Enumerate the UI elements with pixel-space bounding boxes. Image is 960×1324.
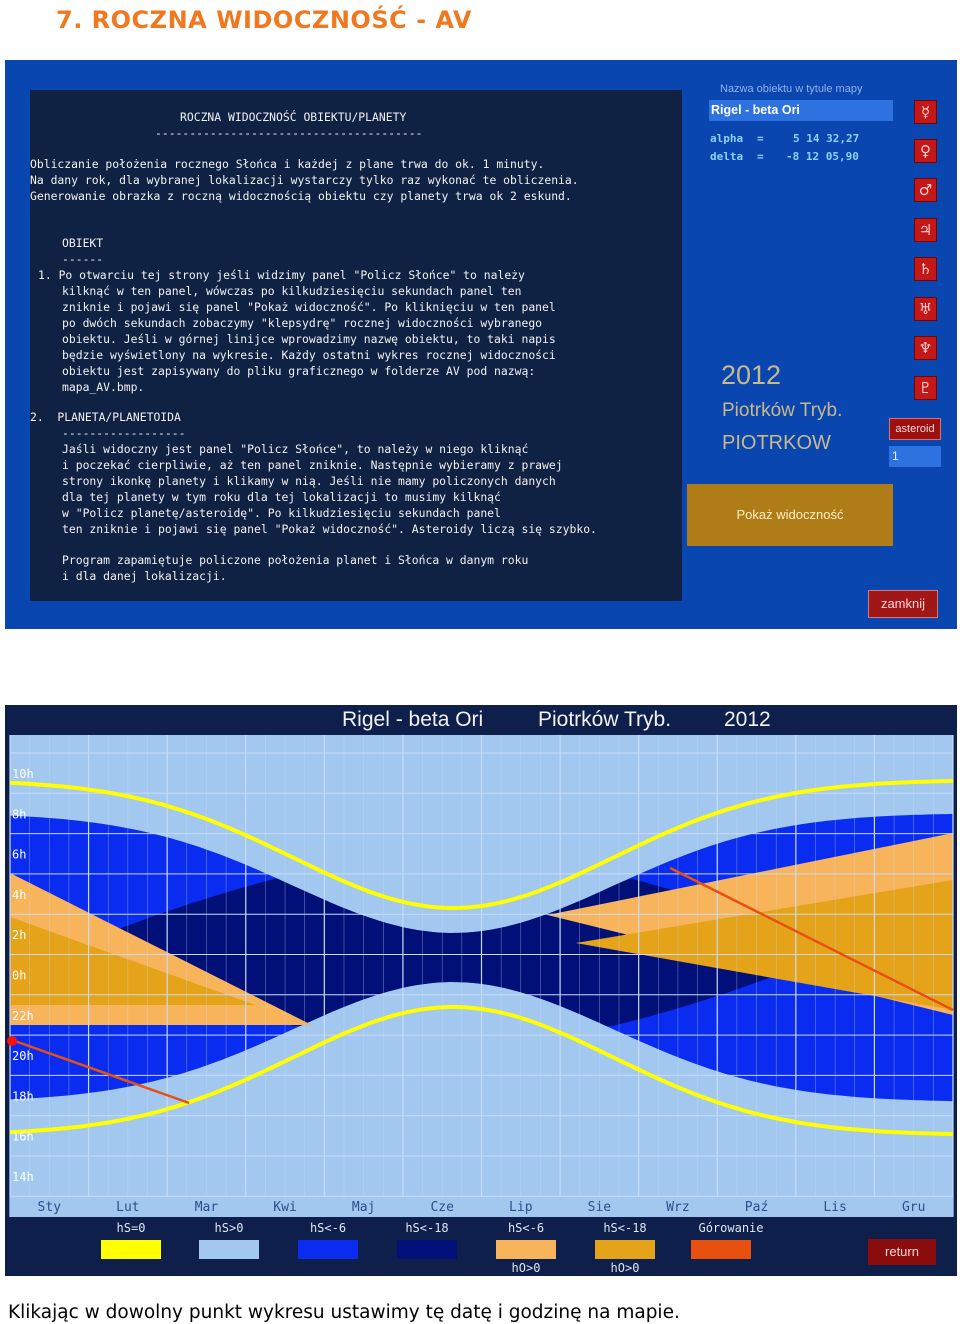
saturn-icon: ♄ <box>918 260 933 278</box>
month-tick-label: Kwi <box>273 1200 297 1215</box>
hour-tick-label: 18h <box>12 1089 34 1104</box>
uranus-icon: ♅ <box>918 300 933 318</box>
legend-sublabel: hO>0 <box>610 1261 640 1275</box>
legend-swatch <box>298 1240 358 1259</box>
visibility-app-window <box>5 60 957 629</box>
page-heading: 7. ROCZNA WIDOCZNOŚĆ - AV <box>56 6 472 34</box>
alpha-eq: = <box>757 132 764 145</box>
legend-swatch <box>691 1240 751 1259</box>
jupiter-icon: ♃ <box>918 221 933 239</box>
hour-tick-label: 16h <box>12 1129 34 1144</box>
hour-tick-label: 6h <box>12 847 27 862</box>
delta-eq: = <box>757 150 764 163</box>
object-name-caption: Nazwa obiektu w tytule mapy <box>720 83 863 95</box>
month-tick-label: Sie <box>587 1200 612 1215</box>
page-caption: Klikając w dowolny punkt wykresu ustawimy tę datę i godzinę na mapie. <box>8 1302 680 1323</box>
legend-label: hS<-18 <box>603 1221 647 1235</box>
show-visibility-button[interactable]: Pokaż widoczność <box>687 484 893 546</box>
mercury-button[interactable] <box>914 100 937 124</box>
month-tick-label: Lut <box>116 1200 140 1215</box>
saturn-button[interactable] <box>914 257 937 281</box>
close-button[interactable]: zamknij <box>868 590 938 618</box>
pluto-button[interactable] <box>914 376 937 400</box>
delta-value: -8 12 05,90 <box>786 150 859 163</box>
instructions-panel <box>30 90 682 601</box>
alpha-value: 5 14 32,27 <box>793 132 860 145</box>
month-axis-strip <box>10 1197 953 1217</box>
instruction-line: zniknie i pojawi się panel "Pokaż widoczność". Po kliknięciu w ten panel <box>62 300 556 314</box>
month-tick-label: Lis <box>823 1200 847 1215</box>
alpha-label: alpha <box>710 132 744 145</box>
neptune-icon: ♆ <box>918 339 933 357</box>
instruction-line: --------------------------------------- <box>155 126 423 140</box>
legend-swatch <box>595 1240 655 1259</box>
legend-swatch <box>397 1240 457 1259</box>
instruction-line: Program zapamiętuje policzone położenia planet i Słońca w danym roku <box>62 553 529 567</box>
instruction-line: Jaśli widoczny jest panel "Policz Słońce", to należy w niego kliknąć <box>62 442 529 456</box>
asteroid-button[interactable]: asteroid <box>889 418 941 440</box>
instruction-line: i poczekać cierpliwie, aż ten panel zniknie. Następnie wybieramy z prawej <box>62 458 563 472</box>
instruction-line: Generowanie obrazka z roczną widocznością obiektu czy planety trwa ok 2 eskund. <box>30 189 572 203</box>
hour-tick-label: 20h <box>12 1049 34 1064</box>
neptune-button[interactable] <box>914 336 937 360</box>
instruction-line: obiektu jest zapisywany do pliku graficznego w folderze AV pod nazwą: <box>62 364 536 378</box>
legend-label: hS<-6 <box>309 1221 347 1235</box>
instruction-line: ------------------ <box>62 426 186 440</box>
chart-title-year: 2012 <box>724 708 771 731</box>
legend-label: hS=0 <box>116 1221 146 1235</box>
month-tick-label: Mar <box>194 1200 219 1215</box>
hour-tick-label: 8h <box>12 807 27 822</box>
hour-tick-label: 0h <box>12 968 27 983</box>
visibility-chart-window <box>5 705 957 1276</box>
location-code: PIOTRKOW <box>722 432 831 454</box>
instruction-line: OBIEKT <box>62 236 104 250</box>
month-tick-label: Wrz <box>666 1200 690 1215</box>
venus-icon: ♀ <box>920 142 931 160</box>
current-date-marker <box>7 1036 17 1046</box>
legend-label: hS<-18 <box>405 1221 449 1235</box>
legend-swatch <box>101 1240 161 1259</box>
instruction-line: po dwóch sekundach zobaczymy "klepsydrę" rocznej widoczności wybranego <box>62 316 543 330</box>
jupiter-button[interactable] <box>914 218 937 242</box>
chart-title-object: Rigel - beta Ori <box>342 708 484 731</box>
month-tick-label: Sty <box>37 1200 62 1215</box>
mercury-icon: ☿ <box>920 103 931 121</box>
object-name-input[interactable]: Rigel - beta Ori <box>709 100 893 121</box>
legend-label: hS<-6 <box>507 1221 545 1235</box>
instruction-line: Na dany rok, dla wybranej lokalizacji wystarczy tylko raz wykonać te obliczenia. <box>30 173 579 187</box>
uranus-button[interactable] <box>914 297 937 321</box>
mars-button[interactable] <box>914 178 937 202</box>
instruction-line: będzie wyświetlony na wykresie. Każdy ostatni wykres rocznej widoczności <box>62 348 556 362</box>
hour-tick-label: 4h <box>12 887 27 902</box>
delta-label: delta <box>710 150 744 163</box>
month-tick-label: Maj <box>351 1200 376 1215</box>
year-display: 2012 <box>721 360 782 390</box>
mars-icon: ♂ <box>918 181 933 199</box>
legend-swatch <box>496 1240 556 1259</box>
hour-tick-label: 14h <box>12 1170 34 1184</box>
hour-tick-label: 2h <box>12 928 27 943</box>
instruction-line: w "Policz planetę/asteroidę". Po kilkudziesięciu sekundach panel <box>62 506 501 520</box>
month-tick-label: Gru <box>901 1200 926 1215</box>
legend-label: hS>0 <box>214 1221 244 1235</box>
asteroid-number-input[interactable]: 1 <box>889 446 941 467</box>
instruction-line: i dla danej lokalizacji. <box>62 569 227 583</box>
instruction-line: Obliczanie położenia rocznego Słońca i każdej z plane trwa do ok. 1 minuty. <box>30 157 545 171</box>
legend-swatch <box>199 1240 259 1259</box>
hour-tick-label: 22h <box>12 1008 34 1023</box>
instruction-line: ROCZNA WIDOCZNOŚĆ OBIEKTU/PLANETY <box>180 110 407 124</box>
instruction-line: kilknąć w ten panel, wówczas po kilkudziesięciu sekundach panel ten <box>62 284 522 298</box>
instruction-line: 1. Po otwarciu tej strony jeśli widzimy panel "Policz Słońce" to należy <box>38 268 525 282</box>
month-tick-label: Lip <box>509 1200 533 1215</box>
instruction-line: dla tej planety w tym roku dla tej lokalizacji to musimy kilknąć <box>62 490 501 504</box>
pluto-icon: ♇ <box>918 379 933 397</box>
chart-title-location: Piotrków Tryb. <box>538 708 672 731</box>
legend-sublabel: hO>0 <box>511 1261 541 1275</box>
visibility-chart[interactable] <box>5 705 957 1276</box>
instruction-line: ------ <box>62 252 104 266</box>
hour-tick-label: 10h <box>12 767 34 781</box>
month-tick-label: Paź <box>744 1200 769 1215</box>
instruction-line: ten zniknie i pojawi się panel "Pokaż widoczność". Asteroidy liczą się szybko. <box>62 522 597 536</box>
instruction-line: 2. PLANETA/PLANETOIDA <box>30 410 181 424</box>
instruction-line: mapa_AV.bmp. <box>62 380 145 394</box>
instruction-line: strony ikonkę planety i klikamy w nią. Jeśli nie mamy policzonych danych <box>62 474 556 488</box>
venus-button[interactable] <box>914 139 937 163</box>
legend-label: Górowanie <box>698 1221 764 1235</box>
return-button[interactable]: return <box>868 1239 936 1265</box>
location-name: Piotrków Tryb. <box>722 400 843 421</box>
month-tick-label: Cze <box>430 1200 454 1215</box>
instruction-line: obiektu. Jeśli w górnej linijce wprowadzimy nazwę obiektu, to taki napis <box>62 332 556 346</box>
